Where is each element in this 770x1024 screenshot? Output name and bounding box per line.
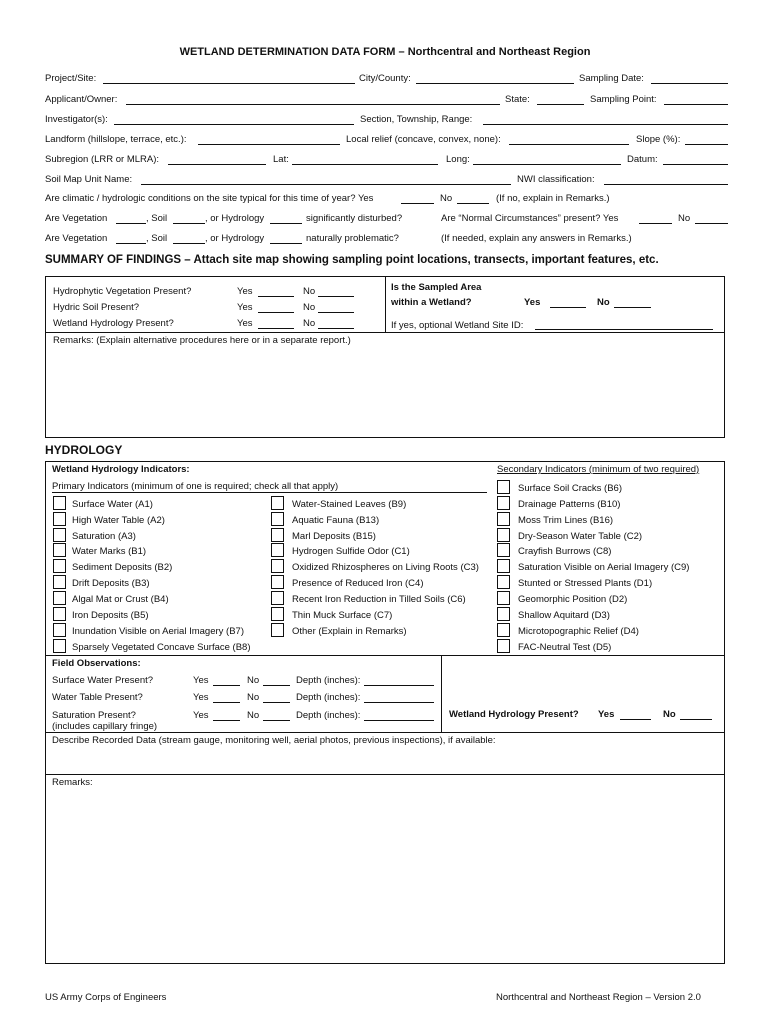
surface-water-yes-label: Yes xyxy=(193,675,209,686)
veg-disturbed-field[interactable] xyxy=(116,223,146,224)
hydrology-problematic-label: , or Hydrology xyxy=(205,233,265,244)
veg-problematic-field[interactable] xyxy=(116,243,146,244)
checkbox-c7[interactable] xyxy=(271,607,284,621)
sampled-area-label-2: within a Wetland? xyxy=(391,297,472,308)
saturation-depth-field[interactable] xyxy=(364,720,434,721)
surface-water-yes-field[interactable] xyxy=(213,685,240,686)
indicator-c9: Saturation Visible on Aerial Imagery (C9) xyxy=(518,562,690,573)
indicator-c8: Crayfish Burrows (C8) xyxy=(518,546,612,557)
summary-remarks-label: Remarks: (Explain alternative procedures here or in a separate report.) xyxy=(53,335,351,346)
describe-bottom-rule xyxy=(45,774,725,775)
sampled-no-label: No xyxy=(597,297,610,308)
indicator-b7: Inundation Visible on Aerial Imagery (B7) xyxy=(72,626,244,637)
primary-title-rule xyxy=(52,492,487,493)
indicator-b2: Sediment Deposits (B2) xyxy=(72,562,173,573)
indicator-b6: Surface Soil Cracks (B6) xyxy=(518,483,623,494)
wetland-hydrology-yes-label: Yes xyxy=(237,318,253,329)
surface-water-no-field[interactable] xyxy=(263,685,290,686)
hydric-soil-label: Hydric Soil Present? xyxy=(53,302,140,313)
footer-right: Northcentral and Northeast Region – Version 2.0 xyxy=(496,992,701,1003)
significantly-disturbed-text: significantly disturbed? xyxy=(306,213,403,224)
indicator-a2: High Water Table (A2) xyxy=(72,515,165,526)
indicator-c4: Presence of Reduced Iron (C4) xyxy=(292,578,424,589)
checkbox-c3[interactable] xyxy=(271,559,284,573)
indicator-c6: Recent Iron Reduction in Tilled Soils (C6) xyxy=(292,594,466,605)
surface-water-no-label: No xyxy=(247,675,260,686)
indicator-b3: Drift Deposits (B3) xyxy=(72,578,150,589)
indicator-b9: Water-Stained Leaves (B9) xyxy=(292,499,407,510)
sampled-yes-field[interactable] xyxy=(550,307,586,308)
hydric-no-label: No xyxy=(303,302,316,313)
long-field[interactable] xyxy=(473,164,621,165)
checkbox-d5[interactable] xyxy=(497,639,510,653)
landform-field[interactable] xyxy=(198,144,340,145)
section-township-range-label: Section, Township, Range: xyxy=(360,114,473,125)
wetland-hydrology-no-label: No xyxy=(303,318,316,329)
checkbox-b3[interactable] xyxy=(53,575,66,589)
soil-problematic-label: , Soil xyxy=(146,233,168,244)
climatic-note: (If no, explain in Remarks.) xyxy=(496,193,610,204)
soil-problematic-field[interactable] xyxy=(173,243,205,244)
hydrophytic-veg-label: Hydrophytic Vegetation Present? xyxy=(53,286,192,297)
wh-no-label: No xyxy=(663,709,676,720)
hydric-no-field[interactable] xyxy=(318,312,354,313)
indicator-c1: Hydrogen Sulfide Odor (C1) xyxy=(292,546,410,557)
applicant-owner-field[interactable] xyxy=(126,104,500,105)
normal-no-field[interactable] xyxy=(695,223,728,224)
sampled-yes-label: Yes xyxy=(524,297,541,308)
describe-recorded-label: Describe Recorded Data (stream gauge, monitoring well, aerial photos, previous inspections), if available: xyxy=(52,735,496,746)
checkbox-b6[interactable] xyxy=(497,480,510,494)
veg-disturbed-label: Are Vegetation xyxy=(45,213,108,224)
surface-water-depth-label: Depth (inches): xyxy=(296,675,361,686)
capillary-fringe-note: (includes capillary fringe) xyxy=(52,721,158,732)
indicator-b15: Marl Deposits (B15) xyxy=(292,531,376,542)
indicator-c3: Oxidized Rhizospheres on Living Roots (C3) xyxy=(292,562,479,573)
water-table-no-field[interactable] xyxy=(263,702,290,703)
slope-field[interactable] xyxy=(685,144,728,145)
site-id-field[interactable] xyxy=(535,329,713,330)
checkbox-b5[interactable] xyxy=(53,607,66,621)
indicator-other: Other (Explain in Remarks) xyxy=(292,626,407,637)
normal-yes-field[interactable] xyxy=(639,223,672,224)
water-table-yes-label: Yes xyxy=(193,692,209,703)
indicator-b10: Drainage Patterns (B10) xyxy=(518,499,621,510)
climatic-question: Are climatic / hydrologic conditions on the site typical for this time of year? Yes xyxy=(45,193,374,204)
checkbox-c6[interactable] xyxy=(271,591,284,605)
local-relief-label: Local relief (concave, convex, none): xyxy=(346,134,501,145)
hydrology-remarks-area[interactable] xyxy=(50,790,720,960)
summary-divider xyxy=(385,276,386,333)
checkbox-b1[interactable] xyxy=(53,543,66,557)
city-county-field[interactable] xyxy=(416,83,574,84)
project-site-field[interactable] xyxy=(103,83,355,84)
soil-map-unit-field[interactable] xyxy=(141,184,511,185)
sampling-date-field[interactable] xyxy=(651,83,728,84)
project-site-label: Project/Site: xyxy=(45,73,97,84)
indicator-c7: Thin Muck Surface (C7) xyxy=(292,610,393,621)
hydrology-disturbed-label: , or Hydrology xyxy=(205,213,265,224)
soil-disturbed-label: , Soil xyxy=(146,213,168,224)
indicator-b8: Sparsely Vegetated Concave Surface (B8) xyxy=(72,642,251,653)
checkbox-c2[interactable] xyxy=(497,528,510,542)
wh-no-field[interactable] xyxy=(680,719,712,720)
wh-yes-field[interactable] xyxy=(620,719,651,720)
surface-water-depth-field[interactable] xyxy=(364,685,434,686)
summary-remarks-area[interactable] xyxy=(50,348,720,434)
hydric-yes-field[interactable] xyxy=(258,312,294,313)
checkbox-a1[interactable] xyxy=(53,496,66,510)
hydrophytic-no-label: No xyxy=(303,286,316,297)
saturation-yes-field[interactable] xyxy=(213,720,240,721)
state-field[interactable] xyxy=(537,104,584,105)
wh-yes-label: Yes xyxy=(598,709,615,720)
checkbox-b13[interactable] xyxy=(271,512,284,526)
saturation-no-label: No xyxy=(247,710,260,721)
checkbox-b2[interactable] xyxy=(53,559,66,573)
checkbox-b7[interactable] xyxy=(53,623,66,637)
describe-recorded-area[interactable] xyxy=(50,748,720,772)
footer-left: US Army Corps of Engineers xyxy=(45,992,167,1003)
water-table-depth-field[interactable] xyxy=(364,702,434,703)
veg-problematic-label: Are Vegetation xyxy=(45,233,108,244)
saturation-yes-label: Yes xyxy=(193,710,209,721)
hydrology-problematic-field[interactable] xyxy=(270,243,302,244)
checkbox-a3[interactable] xyxy=(53,528,66,542)
hydrophytic-no-field[interactable] xyxy=(318,296,354,297)
checkbox-a2[interactable] xyxy=(53,512,66,526)
sampling-date-label: Sampling Date: xyxy=(579,73,644,84)
surface-water-label: Surface Water Present? xyxy=(52,675,154,686)
primary-indicators-title: Primary Indicators (minimum of one is required; check all that apply) xyxy=(52,481,339,492)
applicant-owner-label: Applicant/Owner: xyxy=(45,94,118,105)
climatic-no-label: No xyxy=(440,193,453,204)
indicator-d5: FAC-Neutral Test (D5) xyxy=(518,642,612,653)
summary-heading: SUMMARY OF FINDINGS – Attach site map showing sampling point locations, transects, important features, etc. xyxy=(45,254,659,266)
hydrology-disturbed-field[interactable] xyxy=(270,223,302,224)
water-table-no-label: No xyxy=(247,692,260,703)
nwi-label: NWI classification: xyxy=(517,174,595,185)
indicator-b5: Iron Deposits (B5) xyxy=(72,610,149,621)
hydric-yes-label: Yes xyxy=(237,302,253,313)
state-label: State: xyxy=(505,94,530,105)
lat-field[interactable] xyxy=(292,164,438,165)
wh-present-label: Wetland Hydrology Present? xyxy=(449,709,579,720)
indicator-b13: Aquatic Fauna (B13) xyxy=(292,515,380,526)
checkbox-b8[interactable] xyxy=(53,639,66,653)
saturation-label: Saturation Present? xyxy=(52,710,136,721)
field-obs-bottom-rule xyxy=(45,732,725,733)
sampled-no-field[interactable] xyxy=(614,307,651,308)
datum-label: Datum: xyxy=(627,154,658,165)
indicator-a3: Saturation (A3) xyxy=(72,531,136,542)
local-relief-field[interactable] xyxy=(509,144,629,145)
secondary-indicators-title: Secondary Indicators (minimum of two required) xyxy=(497,464,700,475)
hydrology-remarks-label: Remarks: xyxy=(52,777,93,788)
site-id-label: If yes, optional Wetland Site ID: xyxy=(391,320,524,331)
field-obs-divider xyxy=(441,655,442,732)
water-table-yes-field[interactable] xyxy=(213,702,240,703)
climatic-yes-field[interactable] xyxy=(401,203,434,204)
investigators-label: Investigator(s): xyxy=(45,114,108,125)
indicator-a1: Surface Water (A1) xyxy=(72,499,153,510)
summary-rule xyxy=(45,332,725,333)
if-needed-note: (If needed, explain any answers in Remarks.) xyxy=(441,233,632,244)
saturation-no-field[interactable] xyxy=(263,720,290,721)
water-table-depth-label: Depth (inches): xyxy=(296,692,361,703)
hydrology-heading: HYDROLOGY xyxy=(45,443,123,457)
soil-disturbed-field[interactable] xyxy=(173,223,205,224)
checkbox-b15[interactable] xyxy=(271,528,284,542)
indicators-bottom-rule xyxy=(45,655,725,656)
nwi-field[interactable] xyxy=(604,184,728,185)
city-county-label: City/County: xyxy=(359,73,411,84)
checkbox-d4[interactable] xyxy=(497,623,510,637)
checkbox-c4[interactable] xyxy=(271,575,284,589)
wetland-hydrology-yes-field[interactable] xyxy=(258,328,294,329)
indicator-d1: Stunted or Stressed Plants (D1) xyxy=(518,578,653,589)
checkbox-c9[interactable] xyxy=(497,559,510,573)
slope-label: Slope (%): xyxy=(636,134,681,145)
sampling-point-field[interactable] xyxy=(664,104,728,105)
landform-label: Landform (hillslope, terrace, etc.): xyxy=(45,134,187,145)
checkbox-d3[interactable] xyxy=(497,607,510,621)
form-title: WETLAND DETERMINATION DATA FORM – Northcentral and Northeast Region xyxy=(179,46,591,58)
checkbox-b4[interactable] xyxy=(53,591,66,605)
checkbox-c8[interactable] xyxy=(497,543,510,557)
indicators-title: Wetland Hydrology Indicators: xyxy=(52,464,190,475)
sampled-area-label-1: Is the Sampled Area xyxy=(391,282,482,293)
normal-no-label: No xyxy=(678,213,691,224)
normal-circumstances-label: Are “Normal Circumstances” present? Yes xyxy=(441,213,619,224)
water-table-label: Water Table Present? xyxy=(52,692,143,703)
wetland-hydrology-no-field[interactable] xyxy=(318,328,354,329)
hydrophytic-yes-field[interactable] xyxy=(258,296,294,297)
checkbox-c1[interactable] xyxy=(271,543,284,557)
indicator-c2: Dry-Season Water Table (C2) xyxy=(518,531,643,542)
checkbox-d1[interactable] xyxy=(497,575,510,589)
indicator-d3: Shallow Aquitard (D3) xyxy=(518,610,610,621)
indicator-b16: Moss Trim Lines (B16) xyxy=(518,515,614,526)
field-observations-title: Field Observations: xyxy=(52,658,141,669)
hydrophytic-yes-label: Yes xyxy=(237,286,253,297)
checkbox-b9[interactable] xyxy=(271,496,284,510)
indicator-b4: Algal Mat or Crust (B4) xyxy=(72,594,169,605)
soil-map-unit-label: Soil Map Unit Name: xyxy=(45,174,133,185)
checkbox-b10[interactable] xyxy=(497,496,510,510)
naturally-problematic-text: naturally problematic? xyxy=(306,233,399,244)
lat-label: Lat: xyxy=(273,154,289,165)
investigators-field[interactable] xyxy=(114,124,354,125)
indicator-d2: Geomorphic Position (D2) xyxy=(518,594,628,605)
indicator-d4: Microtopographic Relief (D4) xyxy=(518,626,639,637)
sampling-point-label: Sampling Point: xyxy=(590,94,657,105)
checkbox-b16[interactable] xyxy=(497,512,510,526)
datum-field[interactable] xyxy=(663,164,728,165)
checkbox-d2[interactable] xyxy=(497,591,510,605)
saturation-depth-label: Depth (inches): xyxy=(296,710,361,721)
wetland-hydrology-label: Wetland Hydrology Present? xyxy=(53,318,174,329)
subregion-label: Subregion (LRR or MLRA): xyxy=(45,154,160,165)
indicator-b1: Water Marks (B1) xyxy=(72,546,147,557)
checkbox-other[interactable] xyxy=(271,623,284,637)
subregion-field[interactable] xyxy=(168,164,266,165)
section-township-range-field[interactable] xyxy=(483,124,728,125)
climatic-no-field[interactable] xyxy=(457,203,489,204)
long-label: Long: xyxy=(446,154,470,165)
